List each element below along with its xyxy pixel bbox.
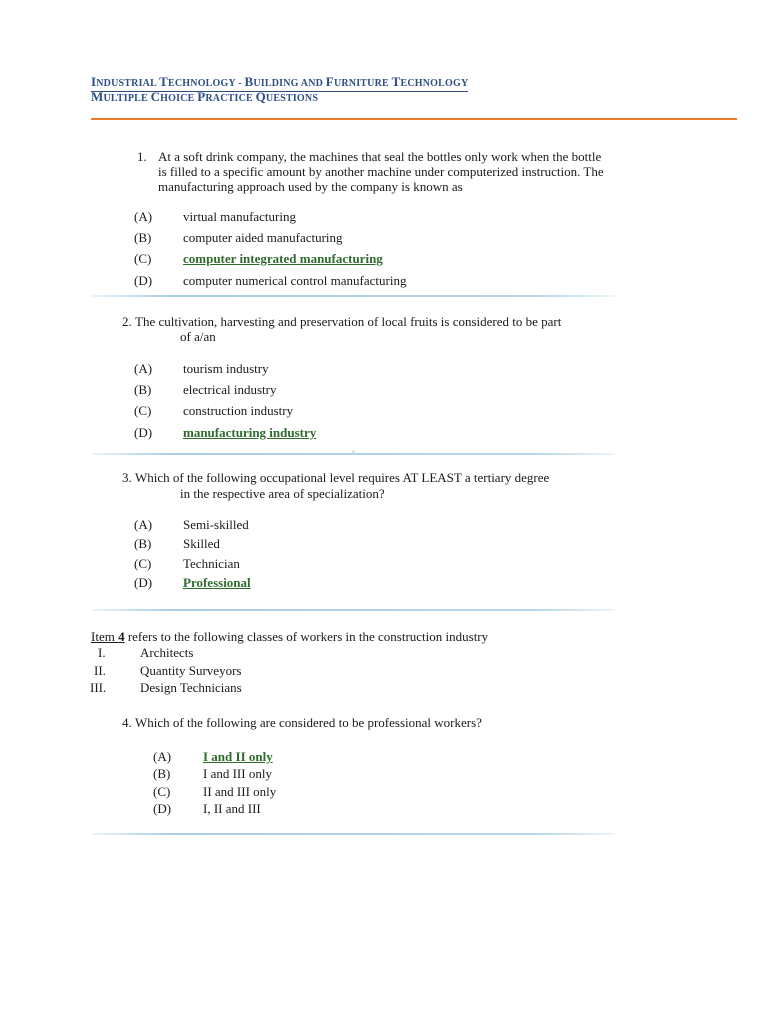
list-item: Quantity Surveyors (140, 663, 242, 678)
question-text-line: in the respective area of specialization? (180, 486, 385, 501)
roman-numeral: II. (94, 663, 106, 678)
option-letter: (D) (134, 425, 153, 440)
question-text-line: manufacturing approach used by the company is known as (158, 179, 463, 194)
question-separator (91, 453, 615, 455)
question-number: 4. (122, 715, 132, 730)
option-text: II and III only (203, 784, 277, 799)
question-text-line: Which of the following are considered to be professional workers? (135, 715, 482, 730)
correct-answer: computer integrated manufacturing (183, 251, 383, 266)
option-text: Semi-skilled (183, 517, 249, 532)
option-letter: (B) (134, 230, 152, 245)
roman-numeral: III. (90, 680, 107, 695)
option-letter: (A) (134, 361, 153, 376)
option-letter: (D) (134, 273, 153, 288)
question-text-line: At a soft drink company, the machines that seal the bottles only work when the bottle (158, 149, 602, 164)
option-letter: (B) (134, 536, 152, 551)
option-text: I and III only (203, 766, 272, 781)
option-text: construction industry (183, 403, 294, 418)
question-separator (91, 295, 615, 297)
question-text-line: is filled to a specific amount by another machine under computerized instruction. The (158, 164, 604, 179)
option-text: computer aided manufacturing (183, 230, 343, 245)
option-letter: (A) (153, 749, 172, 764)
option-letter: (D) (134, 575, 153, 590)
question-number: 3. (122, 470, 132, 485)
title-line-1: INDUSTRIAL TECHNOLOGY - BUILDING AND FURNITURE TECHNOLOGY (91, 74, 469, 89)
correct-answer: I and II only (203, 749, 273, 764)
question-text-line: of a/an (180, 329, 216, 344)
option-letter: (C) (134, 556, 152, 571)
option-text: electrical industry (183, 382, 277, 397)
option-letter: (A) (134, 517, 153, 532)
option-letter: (B) (134, 382, 152, 397)
list-item: Architects (140, 645, 194, 660)
correct-answer: Professional (183, 575, 251, 590)
roman-numeral: I. (98, 645, 106, 660)
item-intro-text: Item 4 refers to the following classes of workers in the construction industry (91, 629, 489, 644)
option-letter: (C) (134, 251, 152, 266)
question-number: 1. (137, 149, 147, 164)
option-letter: (B) (153, 766, 171, 781)
question-text-line: Which of the following occupational level requires AT LEAST a tertiary degree (135, 470, 550, 485)
header-rule (91, 118, 737, 120)
question-number: 2. (122, 314, 132, 329)
option-text: Skilled (183, 536, 220, 551)
option-letter: (C) (134, 403, 152, 418)
document-subtitle: MULTIPLE CHOICE PRACTICE QUESTIONS (91, 89, 319, 104)
option-text: computer numerical control manufacturing (183, 273, 407, 288)
option-text: tourism industry (183, 361, 269, 376)
option-letter: (C) (153, 784, 171, 799)
option-text: virtual manufacturing (183, 209, 296, 224)
option-letter: (D) (153, 801, 172, 816)
question-text-line: The cultivation, harvesting and preservation of local fruits is considered to be part (135, 314, 562, 329)
correct-answer: manufacturing industry (183, 425, 317, 440)
option-text: I, II and III (203, 801, 261, 816)
option-text: Technician (183, 556, 240, 571)
option-letter: (A) (134, 209, 153, 224)
question-separator (91, 833, 615, 835)
question-separator (91, 609, 615, 611)
list-item: Design Technicians (140, 680, 242, 695)
